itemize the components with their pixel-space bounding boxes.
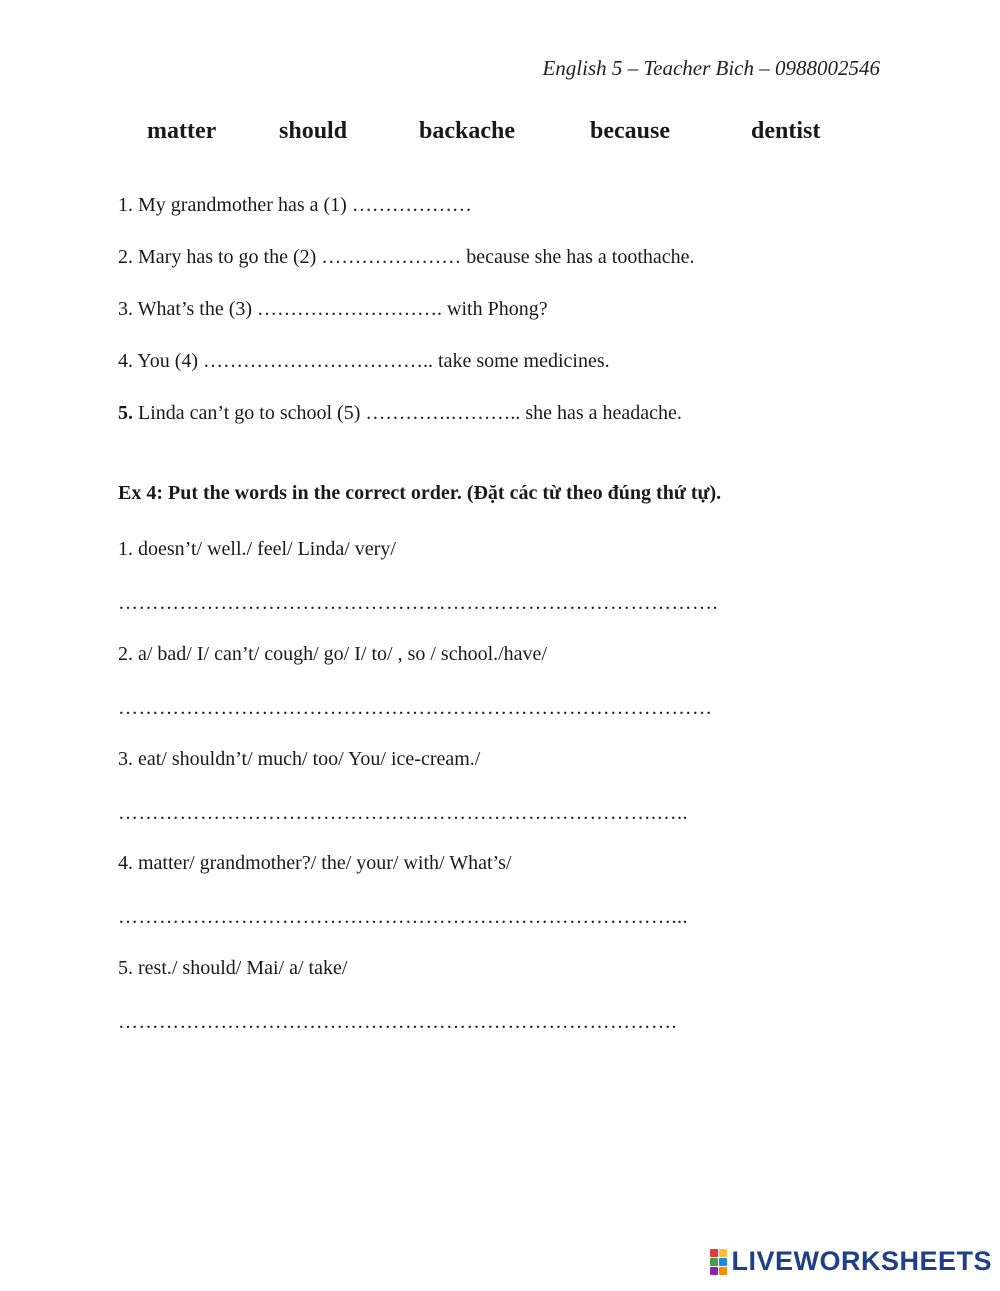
logo-square (719, 1249, 727, 1257)
logo-square (710, 1258, 718, 1266)
word-bank-item: matter (147, 118, 217, 144)
word-bank-item: because (590, 118, 670, 144)
ex4-answer-line-3[interactable]: …………………………………………………………………….….. (118, 802, 688, 824)
ex4-prompt-3: 3. eat/ shouldn’t/ much/ too/ You/ ice-cream./ (118, 748, 481, 770)
logo-square (719, 1258, 727, 1266)
ex4-title: Ex 4: Put the words in the correct order. (Đặt các từ theo đúng thứ tự). (118, 482, 722, 504)
item-text: Linda can’t go to school (5) ………….……….. she has a headache. (133, 402, 682, 424)
item-number: 4. (118, 350, 133, 372)
ex4-prompt-2: 2. a/ bad/ I/ can’t/ cough/ go/ I/ to/ , so / school./have/ (118, 643, 547, 665)
ex4-answer-line-2[interactable]: …………………………………………………………………………… (118, 697, 713, 719)
item-text: You (4) …………………………….. take some medicines. (133, 350, 610, 372)
item-text: Mary has to go the (2) ………………… because she has a toothache. (133, 246, 695, 268)
worksheet-header: English 5 – Teacher Bich – 0988002546 (542, 56, 880, 80)
item-text: My grandmother has a (1) ……………… (133, 194, 472, 216)
ex4-prompt-5: 5. rest./ should/ Mai/ a/ take/ (118, 957, 348, 979)
ex4-answer-line-1[interactable]: ……………………………………………………………………………. (118, 592, 718, 614)
liveworksheets-logo (710, 1246, 992, 1277)
ex3-item-2 (118, 246, 695, 269)
item-text: What’s the (3) ………………………. with Phong? (133, 298, 548, 320)
ex3-item-1 (118, 194, 472, 217)
ex3-item-3 (118, 298, 548, 321)
ex3-item-5 (118, 402, 682, 425)
logo-square (710, 1267, 718, 1275)
item-number: 2. (118, 246, 133, 268)
ex4-answer-line-4[interactable]: ………………………………………………………………………... (118, 906, 688, 928)
logo-square (719, 1267, 727, 1275)
item-number: 1. (118, 194, 133, 216)
ex4-answer-line-5[interactable]: ………………………………………………………………………. (118, 1011, 677, 1033)
item-number: 3. (118, 298, 133, 320)
logo-squares-icon (710, 1249, 727, 1275)
word-bank-item: dentist (751, 118, 821, 144)
ex4-prompt-1: 1. doesn’t/ well./ feel/ Linda/ very/ (118, 538, 396, 560)
logo-text: LIVEWORKSHEETS (731, 1246, 992, 1276)
item-number: 5. (118, 402, 133, 424)
ex3-item-4 (118, 350, 610, 373)
word-bank (0, 118, 1000, 152)
word-bank-item: should (279, 118, 348, 144)
ex4-prompt-4: 4. matter/ grandmother?/ the/ your/ with/ What’s/ (118, 852, 512, 874)
word-bank-item: backache (419, 118, 515, 144)
logo-square (710, 1249, 718, 1257)
